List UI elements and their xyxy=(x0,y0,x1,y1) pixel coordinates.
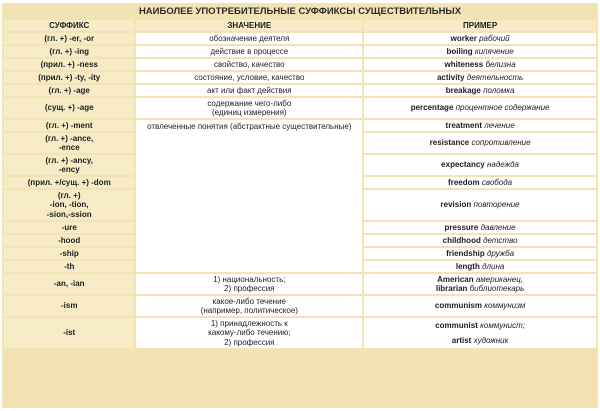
example-cell xyxy=(364,296,596,316)
example-cell xyxy=(364,59,596,70)
example-translation: американец, xyxy=(475,274,524,284)
suffix-cell xyxy=(4,59,134,70)
cell-line: свойство, качество xyxy=(213,59,285,69)
example-translation: кипячение xyxy=(474,46,514,56)
example-cell xyxy=(364,235,596,246)
cell-line: акт или факт действия xyxy=(207,85,292,95)
example-word: revision xyxy=(440,200,472,210)
example-line xyxy=(368,236,592,246)
example-word: librarian xyxy=(435,284,468,293)
example-translation: процентное содержание xyxy=(455,103,550,113)
example-translation: художник xyxy=(473,336,509,345)
example-cell xyxy=(364,248,596,259)
suffix-cell xyxy=(4,120,134,131)
meaning-cell xyxy=(136,296,362,316)
cell-line: действие в процессе xyxy=(210,46,289,56)
example-cell xyxy=(364,72,596,83)
example-translation: давление xyxy=(480,222,516,232)
cell-line: -hood xyxy=(58,235,81,245)
table-row xyxy=(4,33,596,44)
example-line xyxy=(368,301,592,311)
cell-line: (гл. +) -ance, xyxy=(45,133,94,143)
example-cell xyxy=(364,98,596,118)
cell-line: 1) принадлежность к xyxy=(210,318,288,328)
example-word: breakage xyxy=(445,85,481,95)
example-word: communist xyxy=(435,320,478,330)
example-translation: надежда xyxy=(487,160,520,170)
example-word: American xyxy=(437,274,474,284)
suffix-cell xyxy=(4,85,134,96)
cell-line: обозначение деятеля xyxy=(209,33,290,43)
example-word: worker xyxy=(450,33,477,43)
example-translation: свобода xyxy=(481,177,513,187)
example-cell xyxy=(364,177,596,188)
example-cell xyxy=(364,155,596,175)
table-row xyxy=(4,98,596,118)
meaning-cell xyxy=(136,72,362,83)
example-line xyxy=(368,178,592,188)
example-line xyxy=(368,160,592,170)
table-row xyxy=(4,59,596,70)
example-cell xyxy=(364,120,596,131)
cell-line: (гл. +) -ment xyxy=(45,120,93,130)
suffix-table xyxy=(2,3,598,350)
example-cell xyxy=(364,318,596,348)
suffix-cell xyxy=(4,190,134,220)
suffix-cell xyxy=(4,98,134,118)
cell-line: какое-либо течение xyxy=(212,296,286,306)
example-cell xyxy=(364,33,596,44)
example-translation: деятельность xyxy=(466,72,524,82)
example-line xyxy=(368,200,592,210)
cell-line: (сущ. +) -age xyxy=(44,103,94,113)
cell-line: (гл. +) -er, -or xyxy=(44,33,95,43)
example-word: artist xyxy=(451,336,472,345)
cell-line: (например, политическое) xyxy=(200,306,298,315)
example-cell xyxy=(364,85,596,96)
example-translation: повторение xyxy=(473,200,520,210)
example-line xyxy=(368,103,592,113)
example-cell xyxy=(364,190,596,220)
suffix-cell xyxy=(4,46,134,57)
table-title: НАИБОЛЕЕ УПОТРЕБИТЕЛЬНЫЕ СУФФИКСЫ СУЩЕСТВИТЕЛЬНЫХ xyxy=(4,5,596,18)
example-word: length xyxy=(455,261,480,271)
example-word: whiteness xyxy=(444,59,484,69)
table-body xyxy=(4,33,596,348)
example-word: treatment xyxy=(445,120,482,130)
header-meaning: ЗНАЧЕНИЕ xyxy=(136,20,362,31)
example-translation: рабочий xyxy=(479,33,510,43)
cell-line: -sion,-ssion xyxy=(46,209,92,219)
table-row xyxy=(4,274,596,294)
example-cell xyxy=(364,46,596,57)
meaning-cell xyxy=(136,98,362,118)
example-translation: белизна xyxy=(485,59,516,69)
suffix-cell xyxy=(4,318,134,348)
meaning-cell xyxy=(136,59,362,70)
cell-line: состояние, условие, качество xyxy=(194,72,305,82)
example-line xyxy=(368,86,592,96)
suffix-table-frame xyxy=(2,3,598,408)
suffix-cell xyxy=(4,155,134,175)
cell-line: (прил. +) -ty, -ity xyxy=(38,72,101,82)
cell-line: содержание чего-либо xyxy=(207,98,292,108)
header-suffix: СУФФИКС xyxy=(4,20,134,31)
example-word: resistance xyxy=(429,138,470,148)
example-translation: лечение xyxy=(484,120,515,130)
table-row xyxy=(4,46,596,57)
example-word: percentage xyxy=(410,103,454,113)
cell-line: (прил. +/сущ. +) -dom xyxy=(27,177,111,187)
cell-line: (прил. +) -ness xyxy=(40,59,98,69)
suffix-cell xyxy=(4,133,134,153)
example-line xyxy=(368,262,592,272)
suffix-cell xyxy=(4,261,134,272)
suffix-cell xyxy=(4,296,134,316)
cell-line: -ence xyxy=(58,143,80,152)
cell-line: -ship xyxy=(59,248,79,258)
example-word: communism xyxy=(434,301,482,311)
cell-line: -ist xyxy=(63,328,76,338)
example-translation: коммунист; xyxy=(480,320,525,330)
suffix-cell xyxy=(4,222,134,233)
cell-line: (гл. +) -ancy, xyxy=(45,155,93,165)
example-line xyxy=(368,121,592,131)
cell-line: 2) профессия xyxy=(224,337,275,347)
example-cell xyxy=(364,133,596,153)
example-translation: коммунизм xyxy=(484,301,526,311)
cell-line: (гл. +) -ing xyxy=(49,46,89,56)
table-row xyxy=(4,120,596,131)
cell-line: -ency xyxy=(58,165,80,174)
cell-line: -ion, -tion, xyxy=(49,200,89,210)
example-translation: детство xyxy=(483,235,518,245)
example-cell xyxy=(364,274,596,294)
suffix-cell xyxy=(4,235,134,246)
meaning-cell xyxy=(136,318,362,348)
cell-line: какому-либо течению; xyxy=(208,328,291,338)
example-line xyxy=(368,138,592,148)
example-line xyxy=(368,284,592,294)
table-row xyxy=(4,296,596,316)
table-row xyxy=(4,72,596,83)
example-word: freedom xyxy=(448,177,480,187)
example-word: expectancy xyxy=(441,160,485,170)
example-cell xyxy=(364,222,596,233)
example-translation: длина xyxy=(482,261,505,271)
example-line xyxy=(368,249,592,259)
cell-line: -ure xyxy=(61,222,77,232)
meaning-cell xyxy=(136,46,362,57)
cell-line: (гл. +) xyxy=(57,190,81,200)
example-line xyxy=(368,321,592,331)
example-word: friendship xyxy=(446,248,485,258)
table-row xyxy=(4,85,596,96)
cell-line: (единиц измерения) xyxy=(211,108,287,117)
example-word: pressure xyxy=(444,222,479,232)
cell-line: -ism xyxy=(60,301,78,311)
example-line xyxy=(368,336,592,346)
example-line xyxy=(368,73,592,83)
meaning-cell xyxy=(136,85,362,96)
meaning-cell xyxy=(136,274,362,294)
meaning-cell xyxy=(136,33,362,44)
example-line xyxy=(368,34,592,44)
example-line xyxy=(368,60,592,70)
cell-line: -an, -ian xyxy=(53,279,85,289)
example-word: boiling xyxy=(446,46,473,56)
suffix-cell xyxy=(4,248,134,259)
example-translation: сопротивление xyxy=(471,138,531,148)
example-line xyxy=(368,223,592,233)
header-example: ПРИМЕР xyxy=(364,20,596,31)
suffix-cell xyxy=(4,72,134,83)
example-line xyxy=(368,47,592,57)
example-cell xyxy=(364,261,596,272)
example-word: activity xyxy=(436,72,465,82)
cell-line: 1) национальность; xyxy=(213,274,286,284)
cell-line: -th xyxy=(64,261,75,271)
cell-line: (гл. +) -age xyxy=(48,85,90,95)
table-row xyxy=(4,318,596,348)
suffix-cell xyxy=(4,274,134,294)
example-translation: библиотекарь xyxy=(469,284,525,293)
suffix-cell xyxy=(4,33,134,44)
shared-meaning-cell: отвлеченные понятия (абстрактные существительные) xyxy=(136,120,362,272)
example-line xyxy=(368,275,592,285)
example-translation: дружба xyxy=(486,248,515,258)
example-translation: поломка xyxy=(483,85,515,95)
example-word: childhood xyxy=(442,235,481,245)
suffix-cell xyxy=(4,177,134,188)
cell-line: 2) профессия xyxy=(224,284,275,293)
